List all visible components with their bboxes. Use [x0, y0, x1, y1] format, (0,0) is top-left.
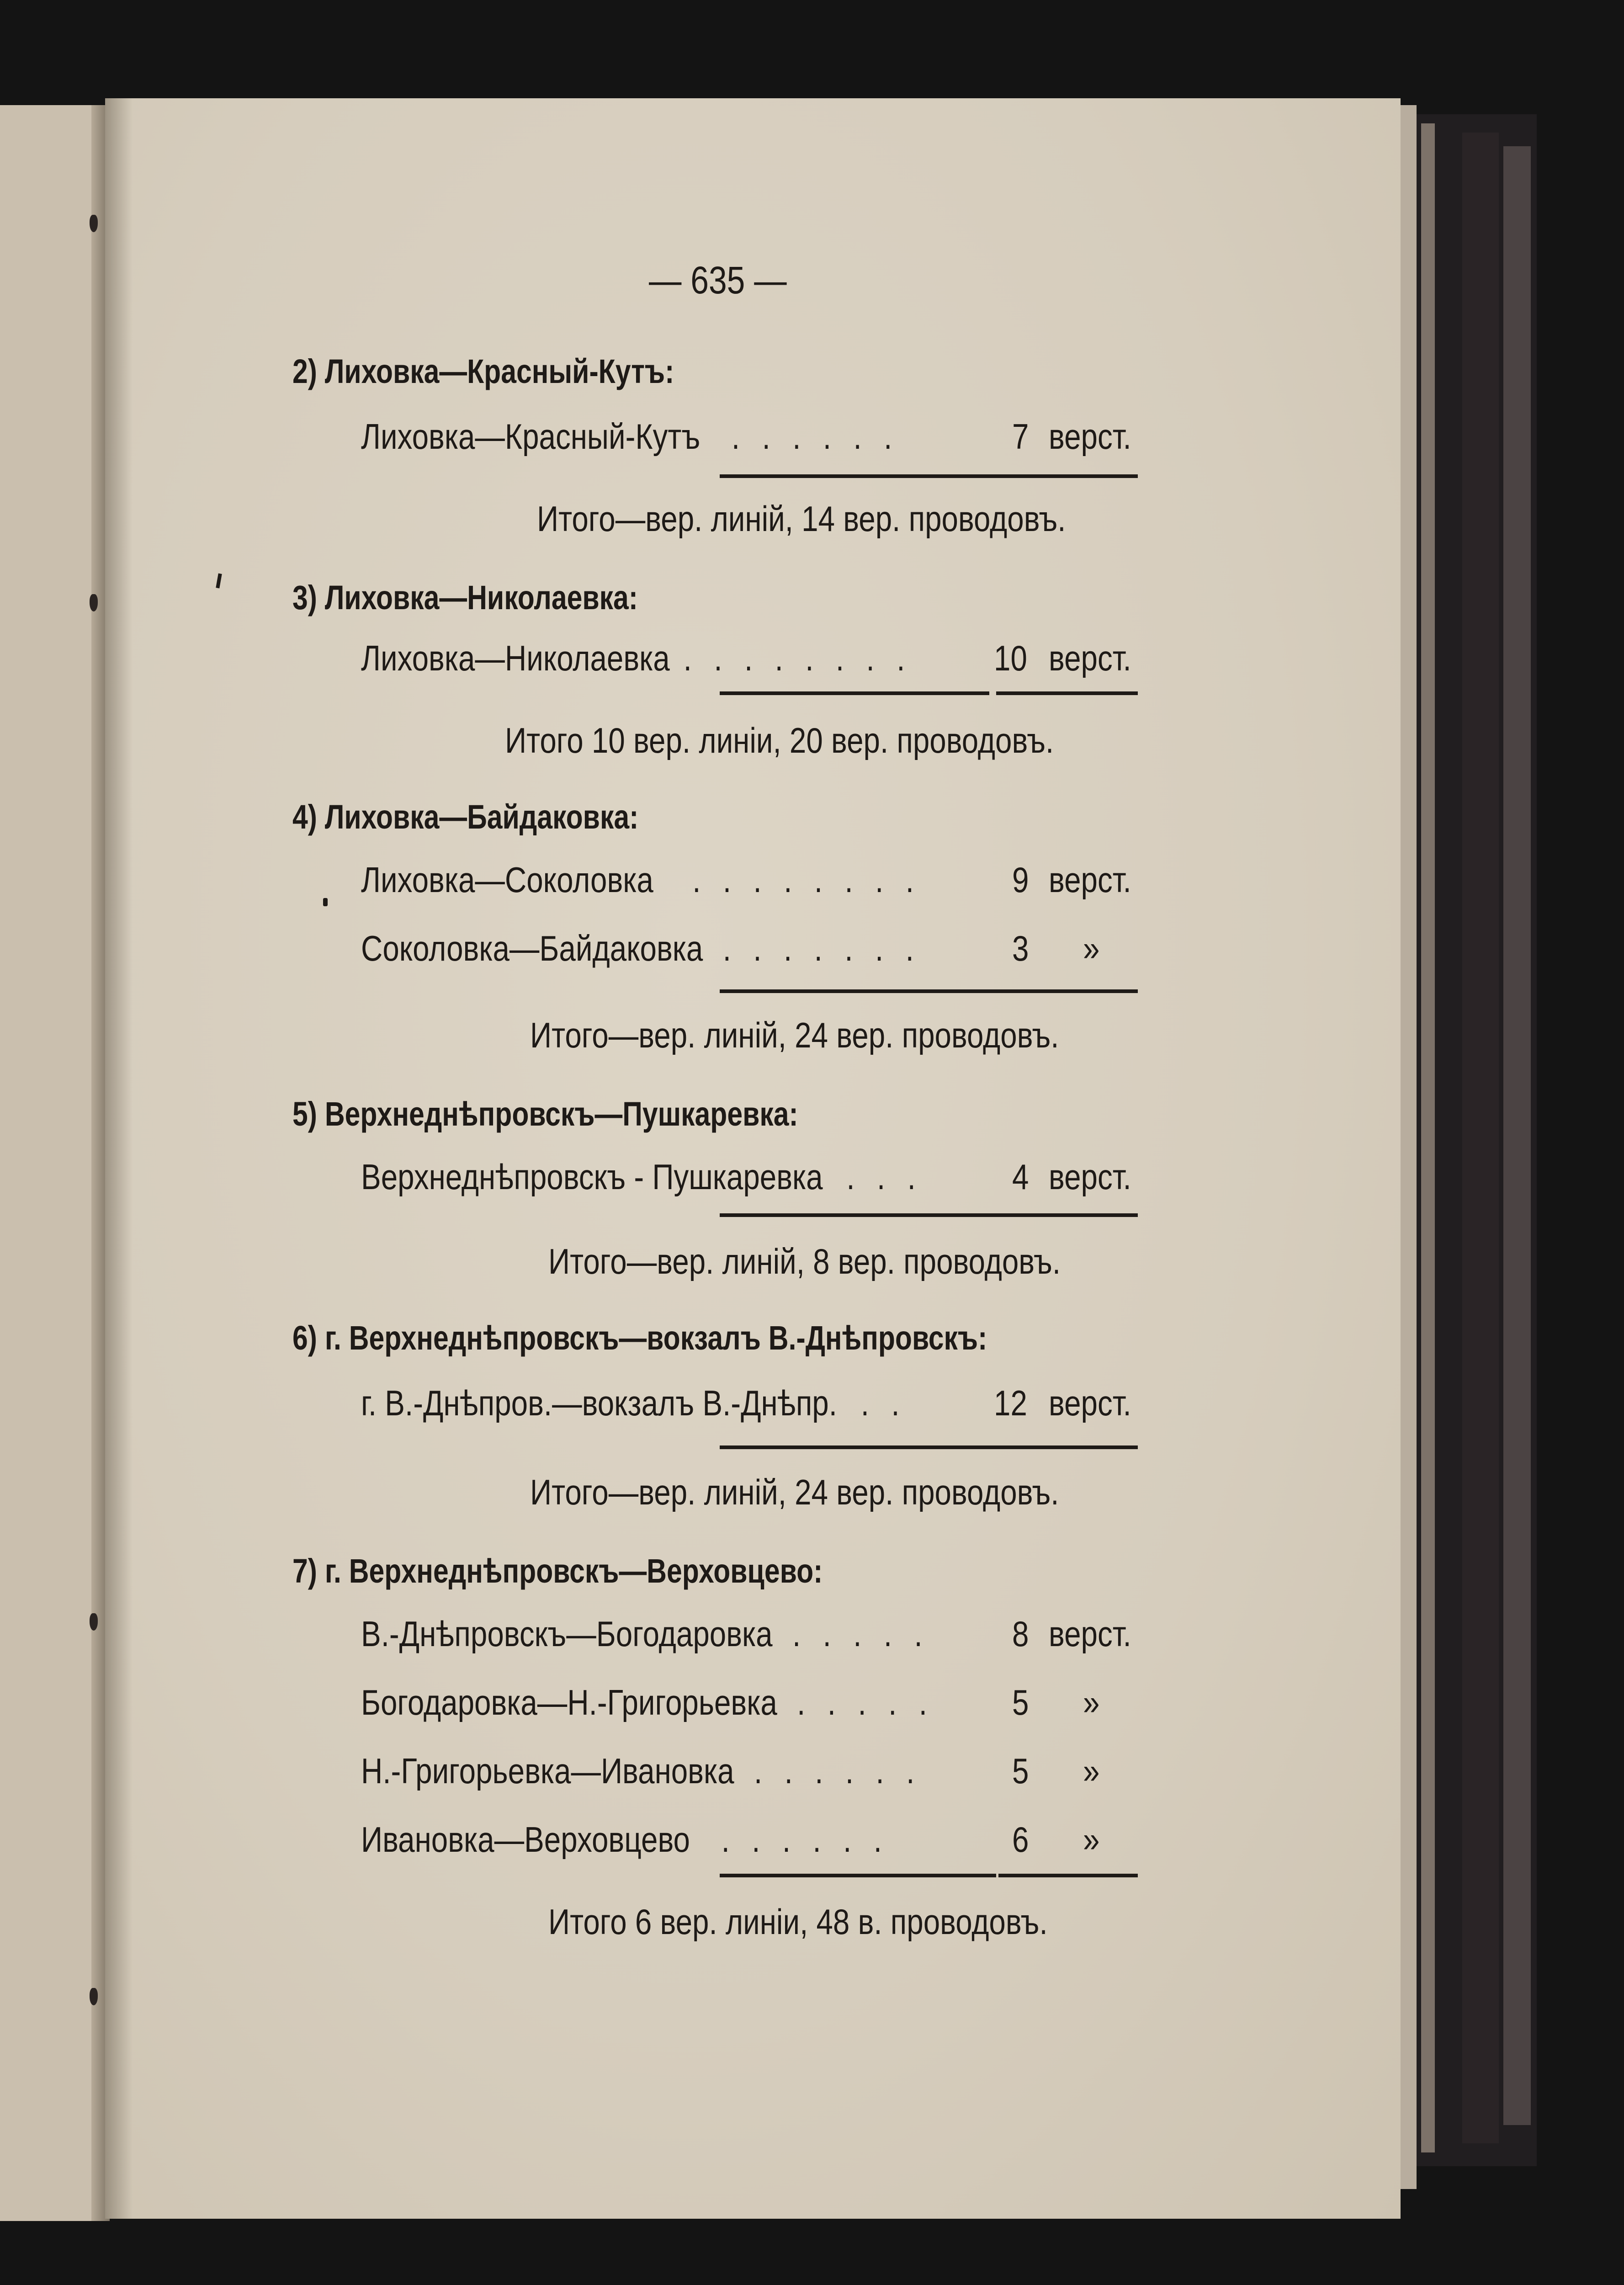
route-name-text: г. В.-Днѣпров.—вокзалъ В.-Днѣпр.: [361, 1383, 837, 1423]
route-name-text: Верхнеднѣпровскъ - Пушкаревка: [361, 1157, 823, 1197]
route-distance: 12: [994, 1383, 1027, 1423]
leader-dots: . . . . . .: [721, 1819, 889, 1860]
section-heading: 2) Лиховка—Красный-Кутъ:: [292, 352, 674, 390]
section-total: Итого 10 вер. линіи, 20 вер. проводовъ.: [505, 720, 1054, 760]
leader-dots: . . . . .: [797, 1682, 934, 1722]
leader-dots: . .: [860, 1383, 907, 1423]
route-name: [361, 1156, 923, 1198]
page-number: — 635 —: [649, 259, 787, 302]
sum-rule: [996, 691, 1138, 695]
section-total: Итого—вер. линій, 24 вер. проводовъ.: [530, 1015, 1059, 1055]
binding-thread-mark: [90, 215, 98, 232]
spine-shadow: [105, 98, 133, 2219]
section-total: Итого—вер. линій, 14 вер. проводовъ.: [537, 499, 1066, 539]
binding-thread-mark: [90, 1988, 98, 2005]
binding-thread-mark: [90, 1613, 98, 1631]
leader-dots: . . . . . . . .: [692, 860, 921, 900]
route-unit: »: [1083, 1819, 1100, 1860]
section-total: Итого—вер. линій, 24 вер. проводовъ.: [530, 1472, 1059, 1512]
route-name: [361, 638, 912, 679]
route-unit: верст.: [1049, 1157, 1131, 1197]
route-distance: 5: [1012, 1751, 1029, 1791]
binding-thread-mark: [90, 594, 98, 611]
left-page: [0, 105, 103, 2221]
route-distance: 8: [1012, 1614, 1029, 1654]
route-name: [361, 1750, 922, 1792]
leader-dots: . . . . . .: [754, 1751, 922, 1791]
route-name-text: В.-Днѣпровскъ—Богодаровка: [361, 1614, 773, 1654]
route-name: [361, 859, 921, 901]
section-heading: 7) г. Верхнеднѣпровскъ—Верховцево:: [292, 1552, 823, 1590]
route-distance: 10: [994, 638, 1027, 678]
route-distance: 7: [1012, 416, 1029, 457]
leader-dots: . . . . . . .: [722, 928, 921, 968]
stray-ink-mark: [323, 898, 328, 906]
route-unit: »: [1083, 928, 1100, 968]
sum-rule: [720, 1213, 1138, 1217]
route-name-text: Богодаровка—Н.-Григорьевка: [361, 1682, 777, 1722]
leader-dots: . . .: [846, 1157, 923, 1197]
route-distance: 4: [1012, 1157, 1029, 1197]
route-unit: »: [1083, 1682, 1100, 1722]
leader-dots: . . . . .: [792, 1614, 929, 1654]
route-name-text: Соколовка—Байдаковка: [361, 928, 703, 968]
route-distance: 9: [1012, 860, 1029, 900]
section-heading: 5) Верхнеднѣпровскъ—Пушкаревка:: [292, 1095, 798, 1133]
sum-rule: [720, 989, 1138, 993]
route-name: [361, 1382, 907, 1424]
route-distance: 6: [1012, 1819, 1029, 1860]
book-page-edge-light: [1421, 123, 1435, 2152]
route-name: [361, 1613, 929, 1655]
route-name: [361, 1819, 889, 1860]
sum-rule: [720, 1874, 996, 1877]
route-name-text: Лиховка—Соколовка: [361, 860, 653, 900]
route-unit: верст.: [1049, 638, 1131, 678]
route-name: [361, 1682, 934, 1723]
sum-rule: [998, 1874, 1138, 1877]
route-unit: верст.: [1049, 1614, 1131, 1654]
route-unit: »: [1083, 1751, 1100, 1791]
book-page-stack-edge: [1503, 146, 1531, 2125]
route-name-text: Лиховка—Красный-Кутъ: [361, 416, 701, 457]
route-unit: верст.: [1049, 860, 1131, 900]
book-page-stack-dark: [1462, 133, 1499, 2143]
section-total: Итого 6 вер. линіи, 48 в. проводовъ.: [548, 1902, 1048, 1942]
leader-dots: . . . . . .: [731, 416, 899, 457]
route-distance: 3: [1012, 928, 1029, 968]
sum-rule: [720, 474, 1138, 478]
section-total: Итого—вер. линій, 8 вер. проводовъ.: [548, 1241, 1061, 1281]
route-name-text: Ивановка—Верховцево: [361, 1819, 690, 1860]
route-distance: 5: [1012, 1682, 1029, 1722]
route-name-text: Н.-Григорьевка—Ивановка: [361, 1751, 734, 1791]
section-heading: 4) Лиховка—Байдаковка:: [292, 798, 639, 836]
leader-dots: . . . . . . . .: [683, 638, 912, 678]
route-name: [361, 416, 899, 457]
route-unit: верст.: [1049, 1383, 1131, 1423]
section-heading: 6) г. Верхнеднѣпровскъ—вокзалъ В.-Днѣпровскъ:: [292, 1319, 987, 1357]
route-name: [361, 928, 921, 969]
route-unit: верст.: [1049, 416, 1131, 457]
section-heading: 3) Лиховка—Николаевка:: [292, 579, 638, 616]
sum-rule: [720, 1445, 1138, 1449]
route-name-text: Лиховка—Николаевка: [361, 638, 670, 678]
sum-rule: [720, 691, 989, 695]
